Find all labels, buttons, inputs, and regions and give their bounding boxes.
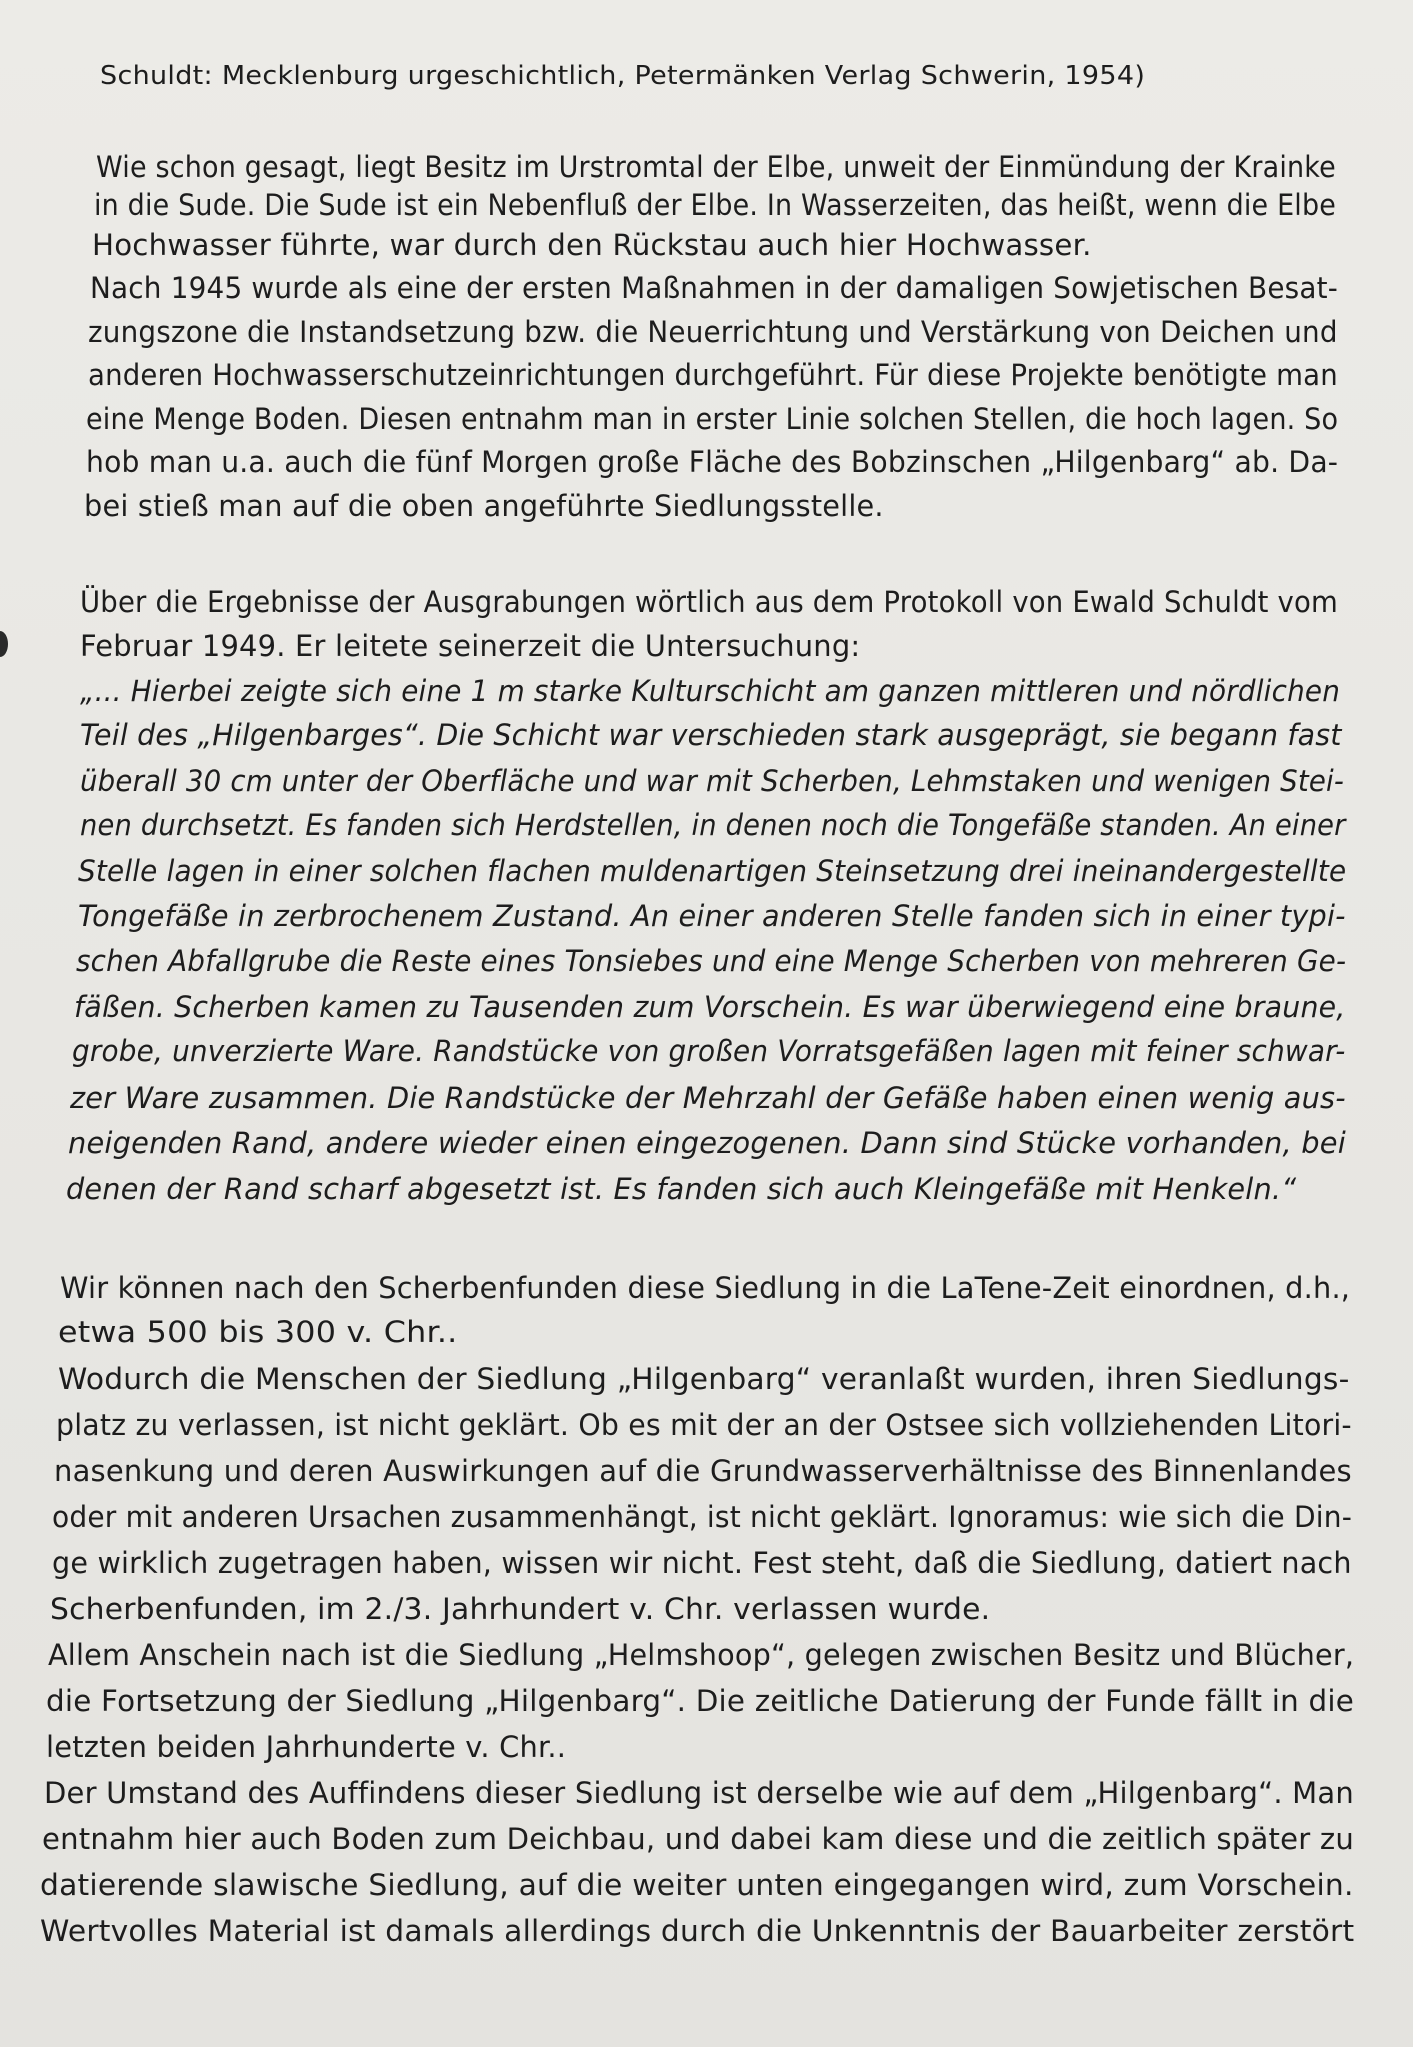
paragraph-line: hob man u.a. auch die fünf Morgen große Fläche des Bobzinschen „Hilgenbarg“ ab. Da- xyxy=(86,445,1339,479)
paragraph-line: platz zu verlassen, ist nicht geklärt. Ob es mit der an der Ostsee sich vollziehenden Litori- xyxy=(56,1408,1352,1442)
paragraph-line: datierende slawische Siedlung, auf die weiter unten eingegangen wird, zum Vorschein. xyxy=(40,1868,1354,1902)
paragraph-line: eine Menge Boden. Diesen entnahm man in erster Linie solchen Stellen, die hoch lagen. So xyxy=(86,402,1339,436)
quote-line: „... Hierbei zeigte sich eine 1 m starke Kulturschicht am ganzen mittleren und nördlichen xyxy=(80,674,1341,708)
paragraph-line: Wir können nach den Scherbenfunden diese Siedlung in die LaTene-Zeit einordnen, d.h., xyxy=(60,1271,1351,1305)
paragraph-line: oder mit anderen Ursachen zusammenhängt, ist nicht geklärt. Ignoramus: wie sich die Din- xyxy=(52,1500,1353,1534)
paragraph-line: Wodurch die Menschen der Siedlung „Hilgenbarg“ veranlaßt wurden, ihren Siedlungs- xyxy=(58,1362,1350,1396)
paragraph-line: Februar 1949. Er leitete seinerzeit die Untersuchung: xyxy=(80,629,861,663)
punch-hole xyxy=(0,631,8,657)
quote-line: Teil des „Hilgenbarges“. Die Schicht war verschieden stark ausgeprägt, sie begann fast xyxy=(80,718,1342,752)
paragraph-line: Wie schon gesagt, liegt Besitz im Urstromtal der Elbe, unweit der Einmündung der Krainke xyxy=(96,150,1336,184)
quote-line: zer Ware zusammen. Die Randstücke der Mehrzahl der Gefäße haben einen wenig aus- xyxy=(70,1081,1346,1115)
paragraph-line: Über die Ergebnisse der Ausgrabungen wörtlich aus dem Protokoll von Ewald Schuldt vom xyxy=(80,585,1338,619)
paragraph-line: nasenkung und deren Auswirkungen auf die Grundwasserverhältnisse des Binnenlandes xyxy=(54,1454,1352,1488)
quote-line: grobe, unverzierte Ware. Randstücke von großen Vorratsgefäßen lagen mit feiner schwar- xyxy=(72,1034,1346,1068)
paragraph-line: zungszone die Instandsetzung bzw. die Neuerrichtung und Verstärkung von Deichen und xyxy=(88,315,1338,349)
paragraph-line: Hochwasser führte, war durch den Rückstau auch hier Hochwasser. xyxy=(92,228,1092,262)
paragraph-line: Der Umstand des Auffindens dieser Siedlung ist derselbe wie auf dem „Hilgenbarg“. Man xyxy=(44,1776,1354,1810)
paragraph-line: entnahm hier auch Boden zum Deichbau, und dabei kam diese und die zeitlich später zu xyxy=(42,1822,1355,1856)
quote-line: schen Abfallgrube die Reste eines Tonsiebes und eine Menge Scherben von mehreren Ge- xyxy=(76,944,1347,978)
paragraph-line: ge wirklich zugetragen haben, wissen wir nicht. Fest steht, daß die Siedlung, datiert nach xyxy=(52,1546,1352,1580)
paragraph-line: Scherbenfunden, im 2./3. Jahrhundert v. Chr. verlassen wurde. xyxy=(50,1592,991,1626)
paragraph-line: Allem Anschein nach ist die Siedlung „Helmshoop“, gelegen zwischen Besitz und Blücher, xyxy=(48,1638,1355,1672)
paragraph-line: bei stieß man auf die oben angeführte Siedlungsstelle. xyxy=(84,489,884,523)
quote-line: fäßen. Scherben kamen zu Tausenden zum Vorschein. Es war überwiegend eine braune, xyxy=(74,990,1346,1024)
paragraph-line: letzten beiden Jahrhunderte v. Chr.. xyxy=(46,1730,567,1764)
paragraph-line: Wertvolles Material ist damals allerdings durch die Unkenntnis der Bauarbeiter zerstört xyxy=(40,1914,1355,1948)
quote-line: Tongefäße in zerbrochenem Zustand. An einer anderen Stelle fanden sich in einer typi- xyxy=(78,899,1346,933)
quote-line: denen der Rand scharf abgesetzt ist. Es fanden sich auch Kleingefäße mit Henkeln.“ xyxy=(66,1172,1297,1206)
paragraph-line: anderen Hochwasserschutzeinrichtungen durchgeführt. Für diese Projekte benötigte man xyxy=(88,358,1338,392)
quote-line: Stelle lagen in einer solchen flachen muldenartigen Steinsetzung drei ineinandergestellte xyxy=(78,854,1347,888)
paragraph-line: die Fortsetzung der Siedlung „Hilgenbarg“. Die zeitliche Datierung der Funde fällt in die xyxy=(46,1684,1354,1718)
paragraph-line: Nach 1945 wurde als eine der ersten Maßnahmen in der damaligen Sowjetischen Besat- xyxy=(90,271,1338,305)
header-line: Schuldt: Mecklenburg urgeschichtlich, Petermänken Verlag Schwerin, 1954) xyxy=(100,61,1146,91)
quote-line: überall 30 cm unter der Oberfläche und war mit Scherben, Lehmstaken und wenigen Stei- xyxy=(80,764,1345,798)
paragraph-line: etwa 500 bis 300 v. Chr.. xyxy=(58,1315,458,1349)
quote-line: nen durchsetzt. Es fanden sich Herdstellen, in denen noch die Tongefäße standen. An einer xyxy=(80,808,1346,842)
paragraph-line: in die Sude. Die Sude ist ein Nebenfluß der Elbe. In Wasserzeiten, das heißt, wenn die Elbe xyxy=(94,188,1336,222)
quote-line: neigenden Rand, andere wieder einen eingezogenen. Dann sind Stücke vorhanden, bei xyxy=(68,1126,1346,1160)
